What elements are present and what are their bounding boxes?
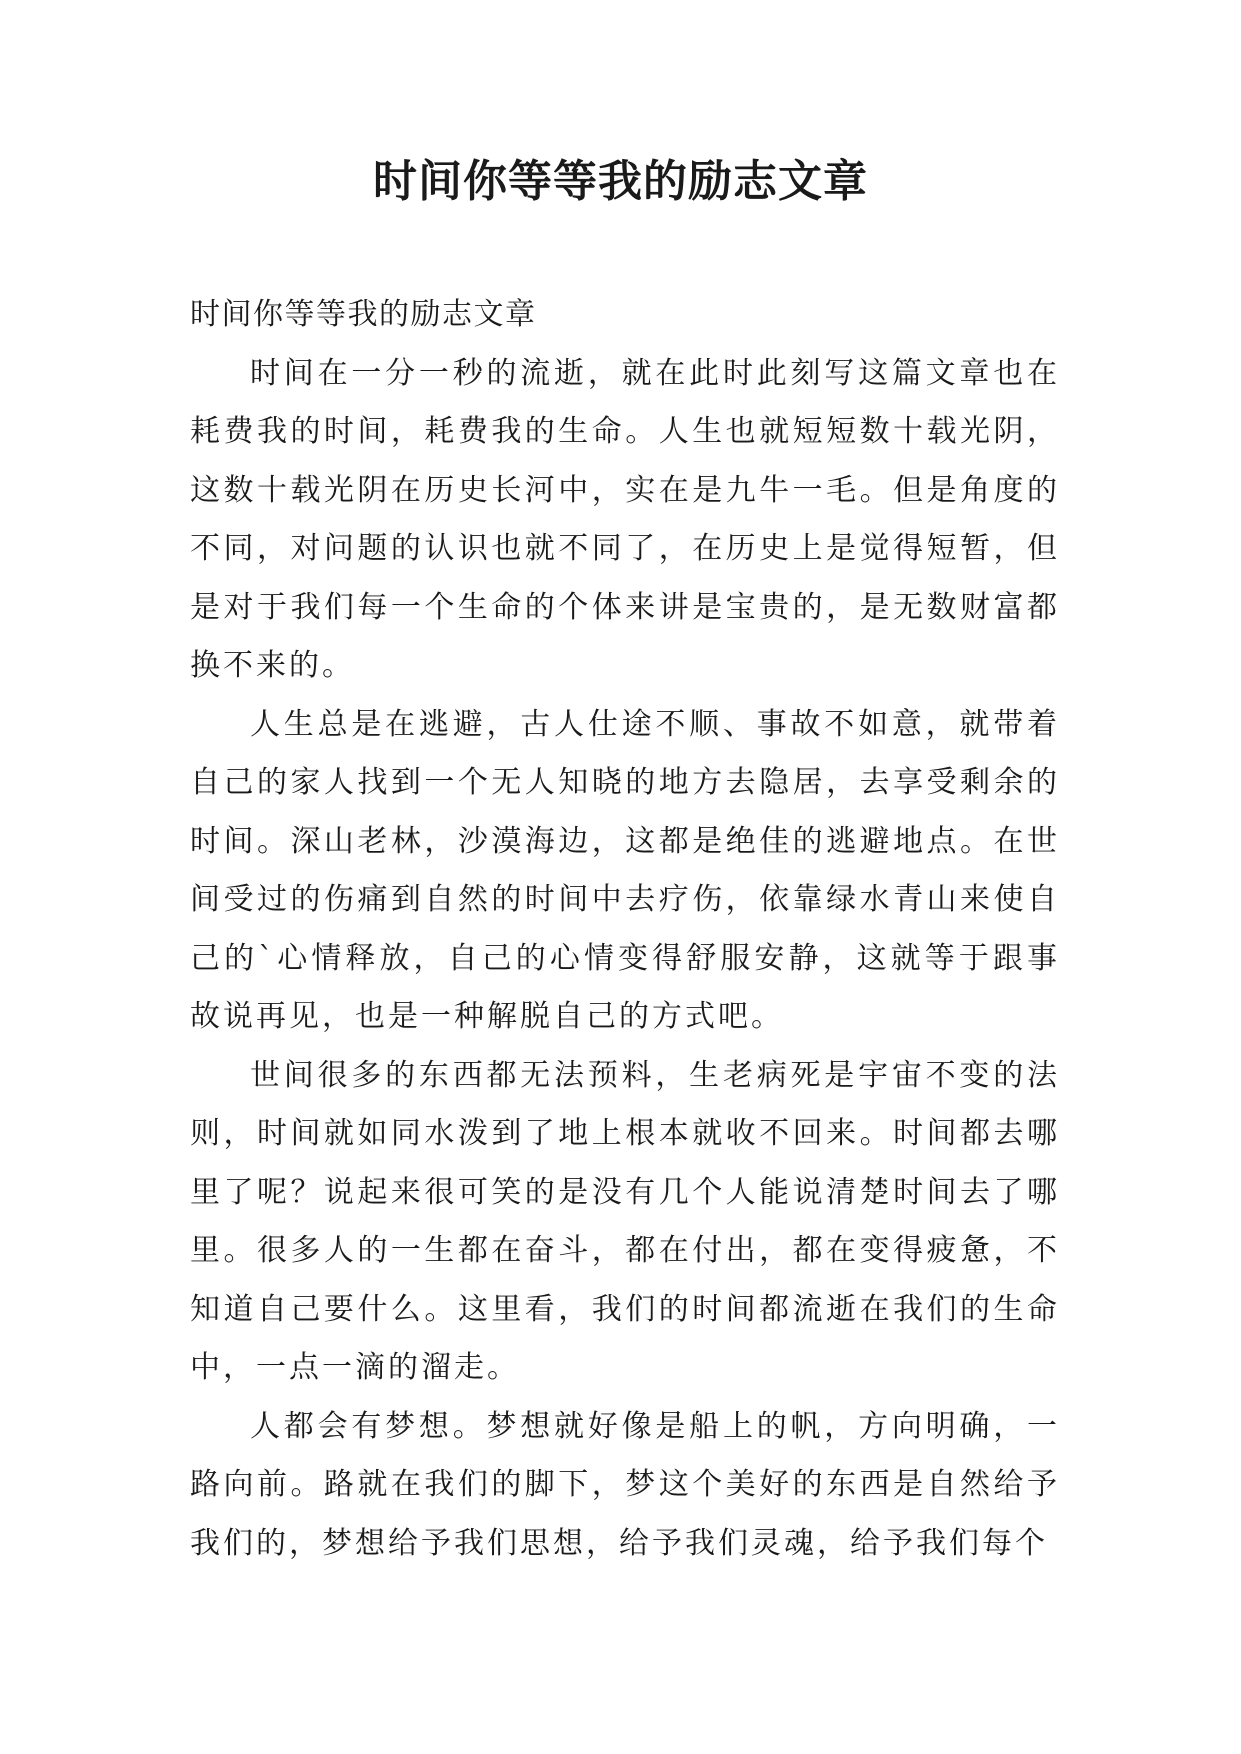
document-subtitle: 时间你等等我的励志文章 — [190, 297, 537, 332]
document-title: 时间你等等我的励志文章 — [373, 156, 868, 207]
paragraph: 时间在一分一秒的流逝，就在此时此刻写这篇文章也在耗费我的时间，耗费我的生命。人生也就短短数十载光阴，这数十载光阴在历史长河中，实在是九牛一毛。但是角度的不同，对问题的认识也就不同了，在历史上是觉得短暂，但是对于我们每一个生命的个体来讲是宝贵的，是无数财富都换不来的。 — [190, 355, 1060, 683]
paragraph: 人生总是在逃避，古人仕途不顺、事故不如意，就带着自己的家人找到一个无人知晓的地方去隐居，去享受剩余的时间。深山老林，沙漠海边，这都是绝佳的逃避地点。在世间受过的伤痛到自然的时间中去疗伤，依靠绿水青山来使自己的`心情释放，自己的心情变得舒服安静，这就等于跟事故说再见，也是一种解脱自己的方式吧。 — [190, 706, 1060, 1034]
document-body — [190, 286, 1060, 1573]
paragraph: 世间很多的东西都无法预料，生老病死是宇宙不变的法则，时间就如同水泼到了地上根本就收不回来。时间都去哪里了呢？说起来很可笑的是没有几个人能说清楚时间去了哪里。很多人的一生都在奋斗，都在付出，都在变得疲惫，不知道自己要什么。这里看，我们的时间都流逝在我们的生命中，一点一滴的溜走。 — [190, 1057, 1060, 1385]
paragraph: 人都会有梦想。梦想就好像是船上的帆，方向明确，一路向前。路就在我们的脚下，梦这个美好的东西是自然给予我们的，梦想给予我们思想，给予我们灵魂，给予我们每个 — [190, 1408, 1060, 1561]
